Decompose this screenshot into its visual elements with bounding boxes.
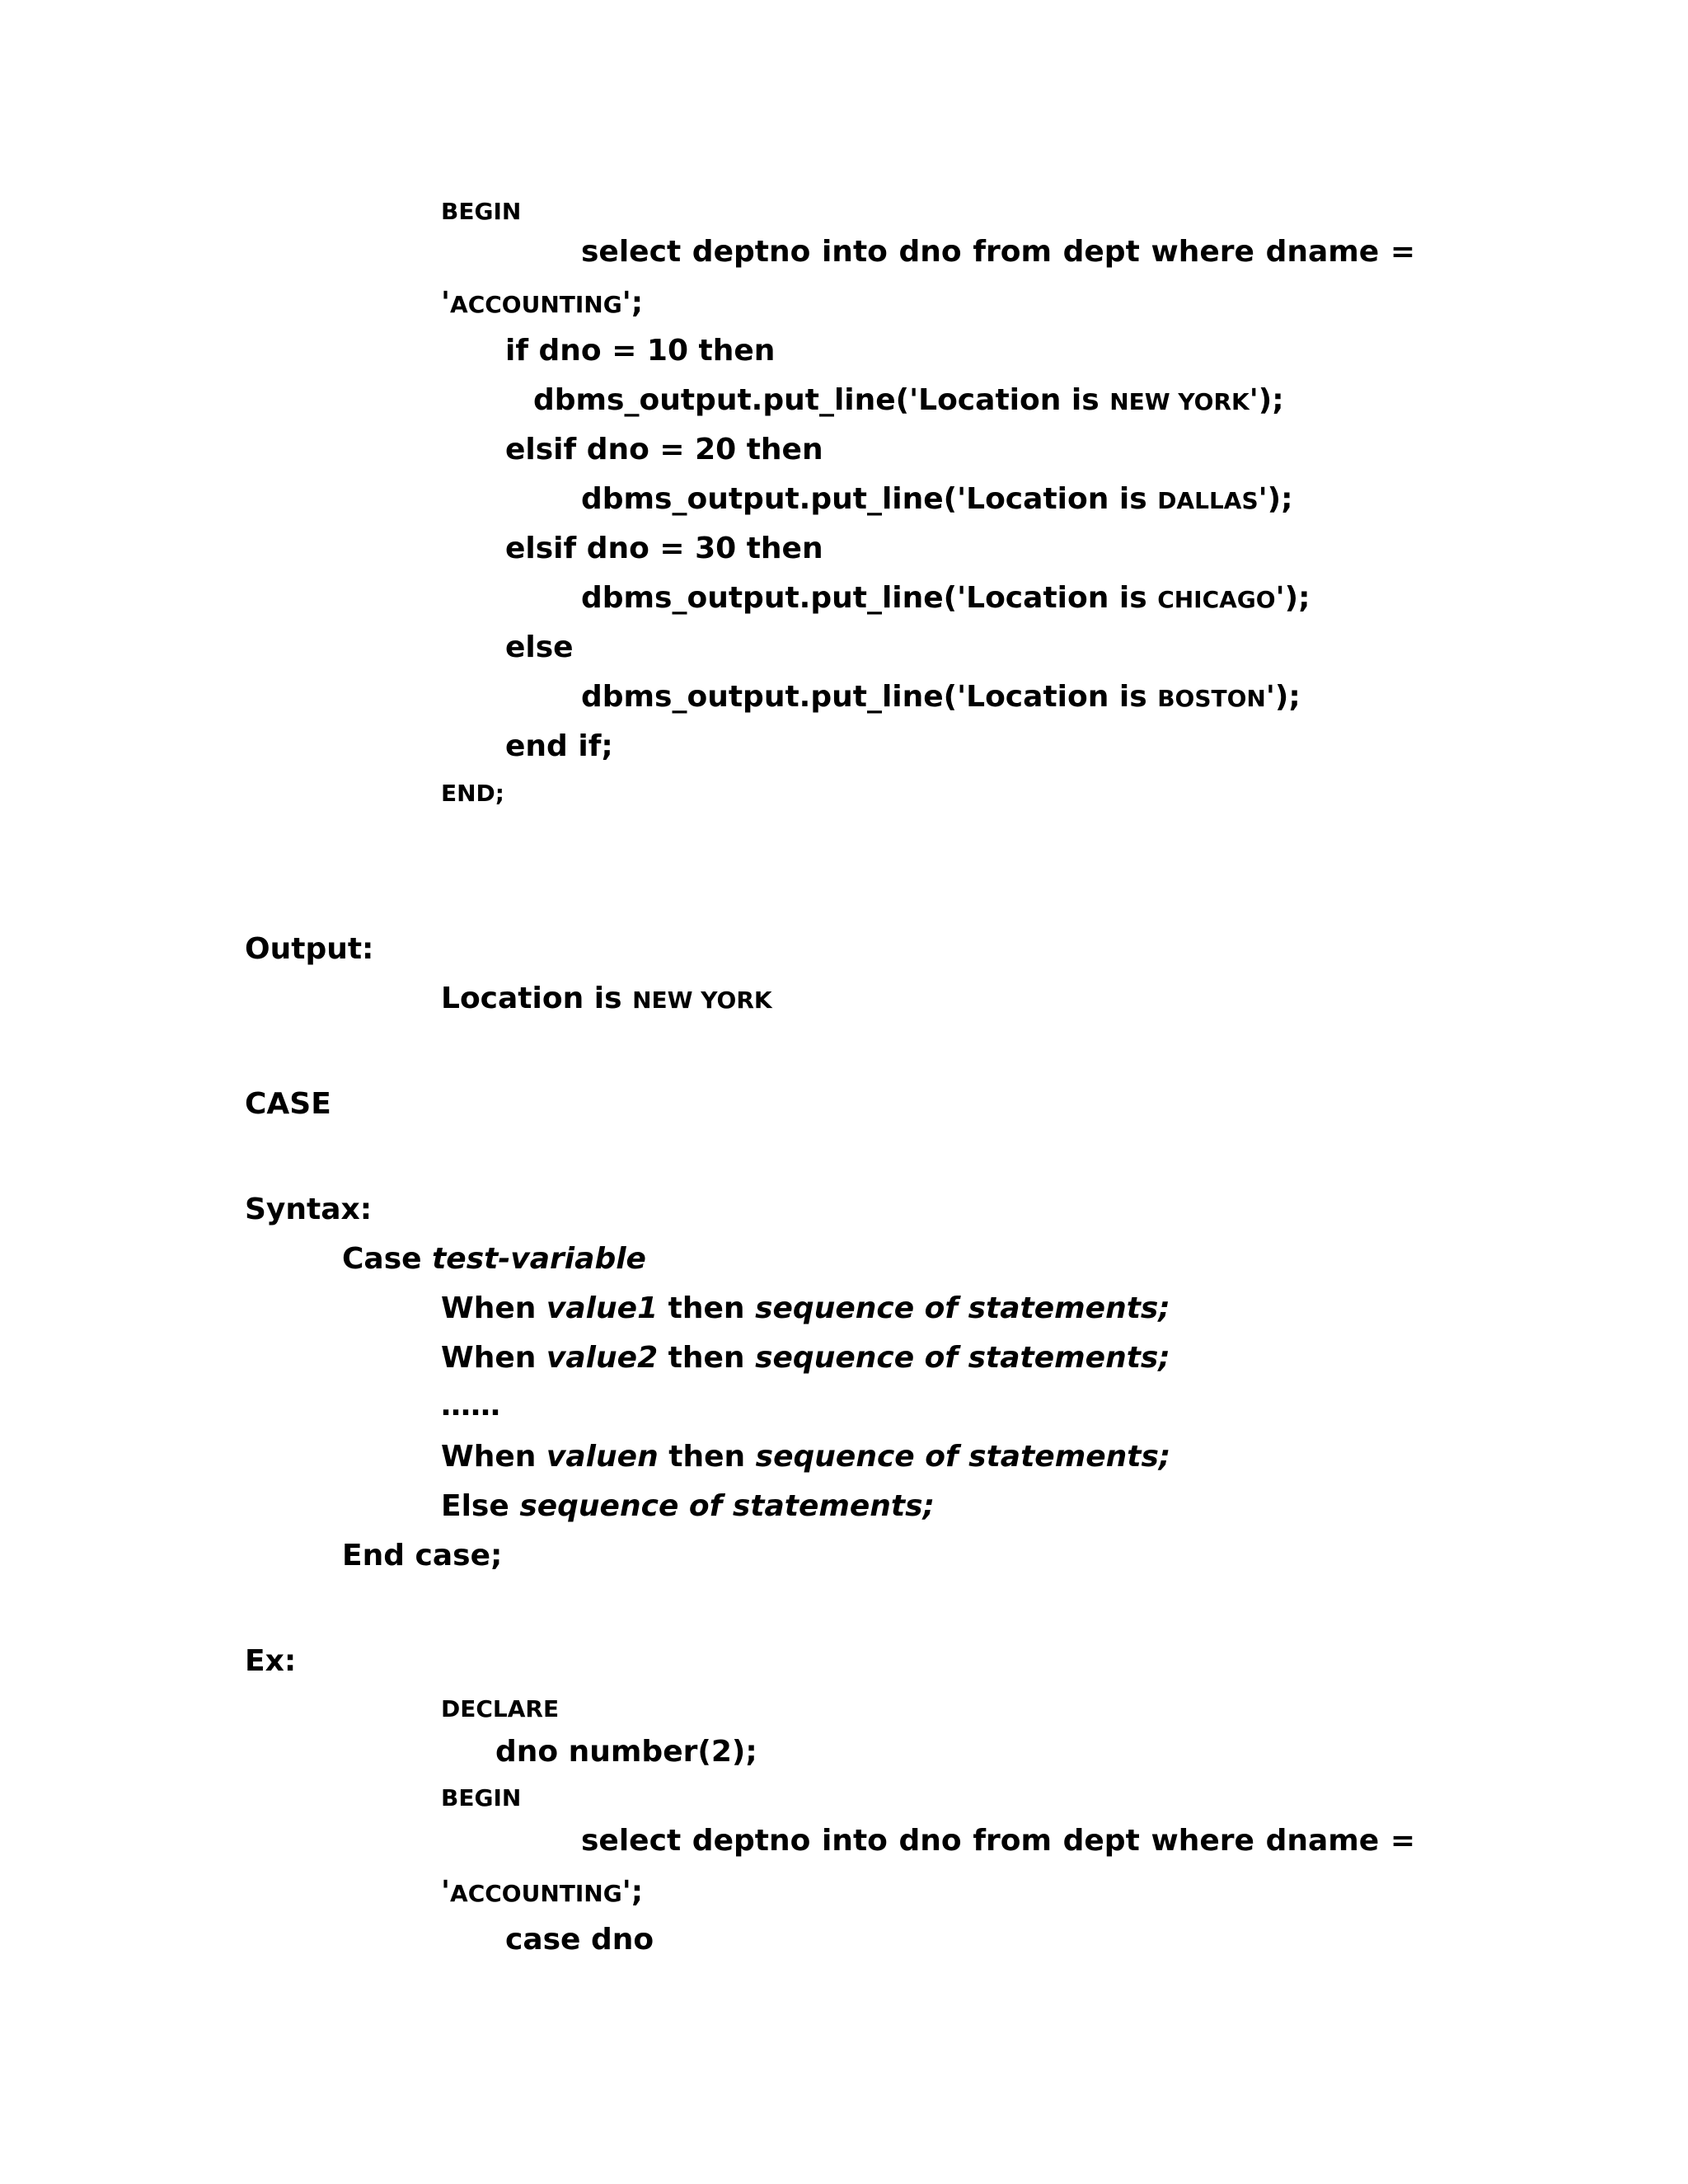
code-word: dno [898,235,962,269]
syntax-when-n [441,1439,1170,1475]
output-city: NEW YORK [632,987,772,1014]
code-word: select [581,1824,682,1858]
syntax-case-line [342,1241,646,1277]
code-call: dbms_output.put_line('Location is [533,383,1110,417]
placeholder: sequence of statements; [755,1291,1170,1325]
placeholder: value1 [546,1291,659,1325]
output-text [441,981,772,1019]
code-select-statement [581,1823,1415,1859]
code-else: else [505,630,574,664]
code-end-if: end if; [505,729,613,763]
syntax-else [441,1488,935,1525]
code-elsif-30: elsif dno = 30 then [505,532,823,565]
example-label: Ex: [245,1644,297,1678]
code-close: '); [1275,581,1311,615]
keyword: When [441,1440,546,1474]
code-word: select [581,235,682,269]
code-begin-keyword: BEGIN [441,1784,522,1811]
code-call: dbms_output.put_line('Location is [581,680,1158,714]
code-word: into [821,1824,888,1858]
keyword: When [441,1341,546,1375]
keyword: Else [441,1489,520,1523]
output-label: Output: [245,932,374,966]
placeholder: value2 [546,1341,659,1375]
code-declare-keyword: DECLARE [441,1695,560,1722]
quote: ' [441,1875,451,1909]
string-literal: NEW YORK [1109,388,1250,415]
placeholder: sequence of statements; [755,1341,1170,1375]
code-word: dno [898,1824,962,1858]
code-put-line-boston [581,679,1301,717]
syntax-when-2 [441,1340,1170,1376]
quote: ' [441,286,451,320]
placeholder: sequence of statements; [755,1440,1171,1474]
code-case-dno: case dno [505,1923,654,1957]
code-select-statement [581,234,1415,270]
code-put-line-new-york [533,382,1284,420]
code-call: dbms_output.put_line('Location is [581,581,1158,615]
code-begin-keyword: BEGIN [441,198,522,225]
code-if-line: if dno = 10 then [505,334,776,368]
syntax-ellipsis: …… [441,1389,500,1422]
quote-semicolon: '; [621,1875,644,1909]
keyword: then [658,1440,756,1474]
code-word: deptno [692,1824,811,1858]
code-word: deptno [692,235,811,269]
string-literal: DALLAS [1157,487,1259,514]
code-word: from [973,235,1052,269]
code-word: where [1151,235,1254,269]
code-word: dname [1265,1824,1380,1858]
output-prefix: Location is [441,982,633,1015]
keyword: Case [342,1242,433,1276]
code-end-keyword: END; [441,780,504,807]
code-word: = [1390,1824,1415,1858]
code-word: from [973,1824,1052,1858]
string-literal: ACCOUNTING [450,291,622,318]
placeholder: sequence of statements; [519,1489,935,1523]
syntax-end-case: End case; [342,1539,503,1572]
case-heading: CASE [245,1087,331,1121]
code-word: dept [1062,1824,1140,1858]
code-elsif-20: elsif dno = 20 then [505,433,823,466]
code-close: '); [1249,383,1284,417]
quote-semicolon: '; [621,286,644,320]
code-close: '); [1258,482,1293,516]
code-put-line-chicago [581,580,1310,618]
code-put-line-dallas [581,481,1293,519]
syntax-label: Syntax: [245,1193,373,1226]
string-literal: ACCOUNTING [450,1880,622,1907]
syntax-when-1 [441,1291,1170,1327]
code-select-continuation [441,1874,643,1912]
keyword: then [658,1291,756,1325]
code-close: '); [1265,680,1301,714]
keyword: When [441,1291,546,1325]
code-word: dept [1062,235,1140,269]
string-literal: CHICAGO [1157,586,1276,613]
code-call: dbms_output.put_line('Location is [581,482,1158,516]
code-dno-declaration: dno number(2); [495,1735,757,1769]
placeholder: test-variable [432,1242,646,1276]
code-word: where [1151,1824,1254,1858]
string-literal: BOSTON [1157,685,1266,712]
keyword: then [658,1341,756,1375]
code-word: = [1390,235,1415,269]
placeholder: valuen [546,1440,659,1474]
code-select-continuation [441,285,643,323]
code-word: dname [1265,235,1380,269]
code-word: into [821,235,888,269]
